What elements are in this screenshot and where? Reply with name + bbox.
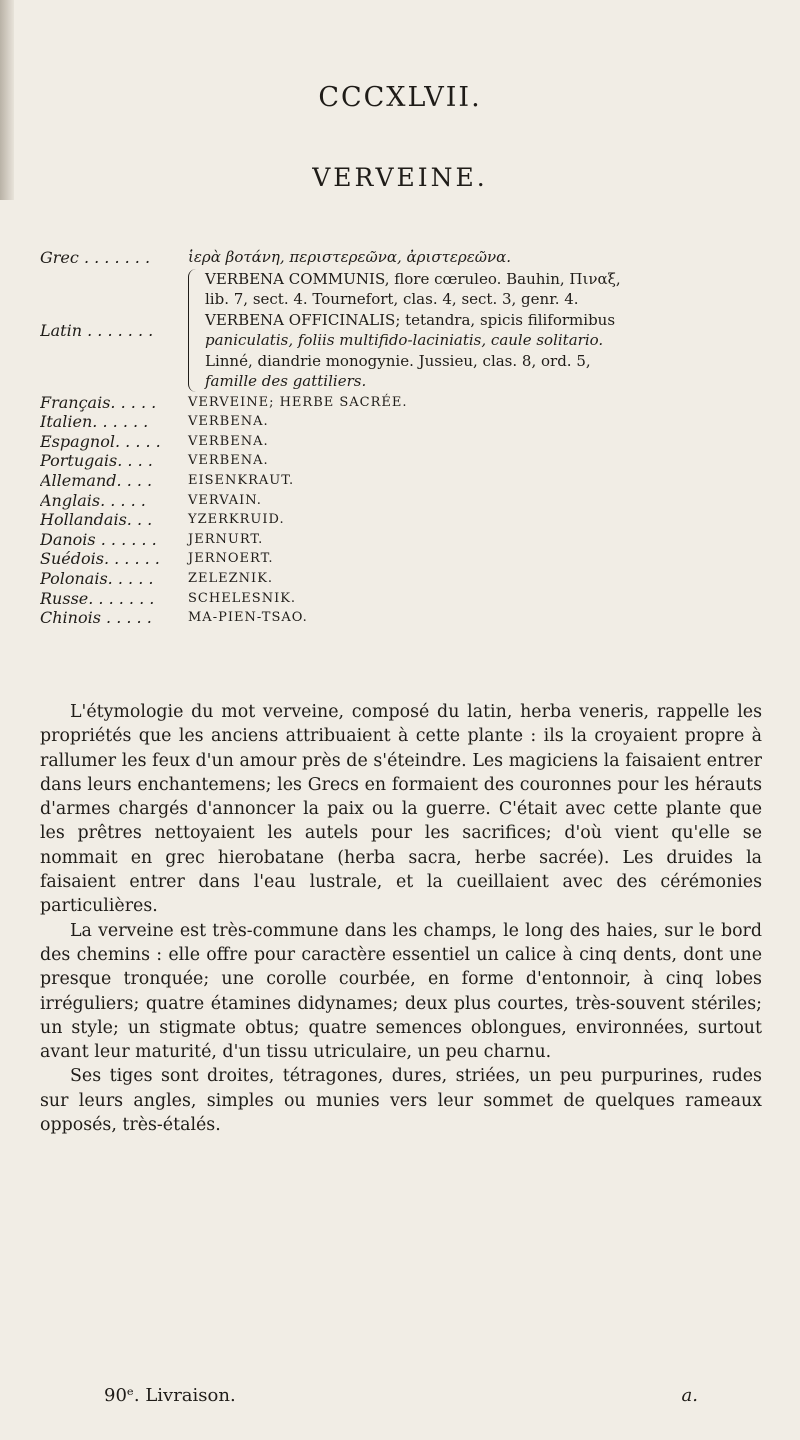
- brace-bracket: [188, 269, 199, 392]
- lang-value: VERBENA.: [188, 453, 269, 469]
- lang-label: Danois . . . . . .: [40, 529, 157, 549]
- body-text: [40, 700, 762, 1137]
- names-row: [40, 549, 760, 569]
- lang-label: Polonais. . . . .: [40, 568, 154, 588]
- lang-label: Russe. . . . . . .: [40, 588, 155, 608]
- latin-line: paniculatis, foliis multifido-laciniatis, caule solitario.: [205, 331, 604, 350]
- lang-value: EISENKRAUT.: [188, 472, 295, 488]
- names-table: [40, 248, 760, 628]
- lang-value: VERBENA.: [188, 414, 269, 430]
- lang-value: VERVEINE; HERBE SACRÉE.: [188, 394, 408, 410]
- livraison-mark: 90ᵉ. Livraison.: [104, 1385, 236, 1406]
- names-row: [40, 393, 760, 413]
- lang-label: Espagnol. . . . .: [40, 431, 161, 451]
- latin-description: [205, 269, 760, 392]
- names-row: [40, 412, 760, 432]
- names-row: [40, 491, 760, 511]
- latin-line: famille des gattiliers.: [205, 372, 367, 391]
- paragraph: L'étymologie du mot verveine, composé du latin, herba veneris, rappelle les propriétés que les anciens attribuaient à cette plante : ils la croyaient propre à rallumer les feux d'un amour près de s'éteindre. Les magiciens la faisaient entrer dans leurs enchantemens; les Grecs en formaient des couronnes pour les hérauts d'armes chargés d'annoncer la paix ou la guerre. C'était avec cette plante que les prêtres nettoyaient les autels pour les sacrifices; d'où vient qu'elle se nommait en grec hierobatane (herba sacra, herbe sacrée). Les druides la faisaient entrer dans l'eau lustrale, et la cueillaient avec des cérémonies particulières.: [40, 702, 762, 917]
- lang-label: Grec . . . . . . .: [40, 248, 151, 267]
- lang-value: YZERKRUID.: [188, 512, 285, 528]
- names-row: [40, 608, 760, 628]
- paragraph: Ses tiges sont droites, tétragones, dures, striées, un peu purpurines, rudes sur leurs angles, simples ou munies vers leur sommet de quelques rameaux opposés, très-étalés.: [40, 1066, 762, 1136]
- names-row: [40, 510, 760, 530]
- signature-mark: a.: [681, 1385, 698, 1406]
- lang-value: ZELEZNIK.: [188, 570, 274, 586]
- lang-label: Français. . . . .: [40, 392, 157, 412]
- latin-line: lib. 7, sect. 4. Tournefort, clas. 4, sect. 3, genr. 4.: [205, 290, 579, 309]
- plate-number: CCCXLVII.: [318, 82, 482, 113]
- lang-label: Suédois. . . . . .: [40, 549, 160, 569]
- names-row: [40, 569, 760, 589]
- names-row-latin: [40, 269, 760, 392]
- lang-label: Anglais. . . . .: [40, 490, 146, 510]
- lang-value: VERVAIN.: [188, 492, 262, 508]
- lang-value: VERBENA.: [188, 433, 269, 449]
- names-row: [40, 432, 760, 452]
- lang-label: Portugais. . . .: [40, 451, 153, 471]
- lang-value: MA-PIEN-TSAO.: [188, 610, 308, 626]
- names-row: [40, 589, 760, 609]
- paragraph: La verveine est très-commune dans les champs, le long des haies, sur le bord des chemins : elle offre pour caractère essentiel un calice à cinq dents, dont une presque tronquée; une corolle courbée, en forme d'entonnoir, à cinq lobes irréguliers; quatre étamines didynames; deux plus courtes, très-souvent stériles; un style; un stigmate obtus; quatre semences oblongues, environnées, surtout avant leur maturité, d'un tissu utriculaire, un peu charnu.: [40, 920, 762, 1063]
- lang-value: JERNOERT.: [188, 551, 274, 567]
- lang-label: Chinois . . . . .: [40, 608, 152, 628]
- lang-label: Allemand. . . .: [40, 470, 153, 490]
- page-title: VERVEINE.: [312, 163, 488, 192]
- names-row: [40, 530, 760, 550]
- lang-label: Italien. . . . . .: [40, 412, 149, 432]
- lang-value: ἱερὰ βοτάνη, περιστερεῶνα, ἀριστερεῶνα.: [188, 248, 512, 266]
- latin-line: VERBENA COMMUNIS, flore cœruleo. Bauhin, Πιναξ,: [205, 269, 621, 288]
- lang-label: Hollandais. . .: [40, 510, 153, 530]
- names-row: [40, 451, 760, 471]
- lang-value: JERNURT.: [188, 531, 264, 547]
- latin-line: Linné, diandrie monogynie. Jussieu, clas. 8, ord. 5,: [205, 351, 591, 370]
- names-row-grec: [40, 248, 760, 268]
- lang-label: Latin . . . . . . .: [40, 320, 154, 340]
- latin-line: VERBENA OFFICINALIS; tetandra, spicis filiformibus: [205, 310, 616, 329]
- lang-value: SCHELESNIK.: [188, 590, 297, 606]
- page-footer: [40, 1385, 762, 1406]
- names-row: [40, 471, 760, 491]
